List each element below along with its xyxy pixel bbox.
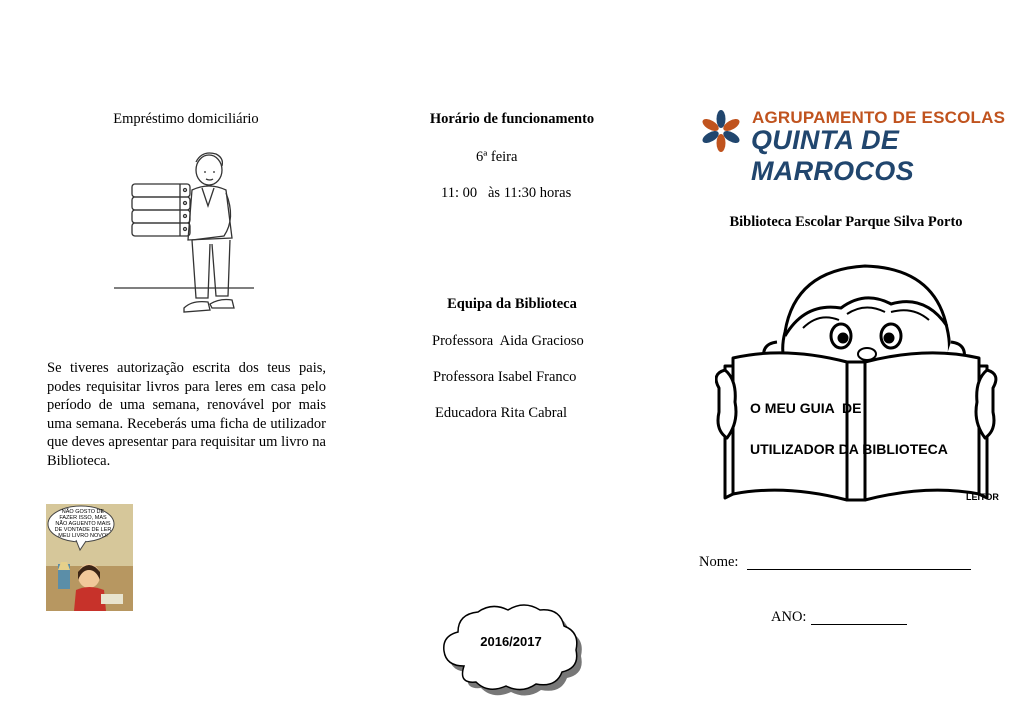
guide-title-line-1 xyxy=(750,400,862,416)
logo-line-1: AGRUPAMENTO DE ESCOLAS xyxy=(752,108,1006,127)
team-title: Equipa da Biblioteca xyxy=(447,296,577,312)
school-year: 2016/2017 xyxy=(480,634,542,649)
school-name: Biblioteca Escolar Parque Silva Porto xyxy=(729,214,963,230)
illustration-credit: LEITOR xyxy=(966,492,999,502)
comic-speech-text: NÃO GOSTO DE FAZER ISSO, MAS NÃO AGUENTO MAIS DE VONTADE DE LER MEU LIVRO NOVO! xyxy=(54,509,112,539)
loan-title: Empréstimo domiciliário xyxy=(113,111,259,127)
name-field-line[interactable] xyxy=(747,569,971,570)
comic-image xyxy=(46,504,133,611)
guide-title-text-1: O MEU GUIA DE xyxy=(750,400,862,416)
year-field-line[interactable] xyxy=(811,624,907,625)
loan-paragraph: Se tiveres autorização escrita dos teus pais, podes requisitar livros para leres em casa pelo período de uma semana, renovável por mais uma semana. Receberás uma ficha de utilizador que deves apresentar para requisitar um livro na Biblioteca. xyxy=(47,360,326,469)
name-label: Nome: xyxy=(699,554,739,570)
boy-reading-book-illustration xyxy=(715,262,998,505)
year-label: ANO: xyxy=(771,609,807,625)
hours-time: 11: 00 às 11:30 horas xyxy=(441,185,572,201)
team-member: Educadora Rita Cabral xyxy=(435,405,568,421)
logo-line-2: QUINTA DE MARROCOS xyxy=(751,125,914,186)
hours-day: 6ª feira xyxy=(476,149,518,165)
team-member: Professora Aida Gracioso xyxy=(432,333,584,349)
hours-title: Horário de funcionamento xyxy=(429,111,595,127)
school-logo-icon xyxy=(700,110,742,152)
man-carrying-books-illustration xyxy=(112,148,262,323)
guide-title-line-2: UTILIZADOR DA BIBLIOTECA xyxy=(750,441,948,457)
team-member: Professora Isabel Franco xyxy=(433,369,577,385)
